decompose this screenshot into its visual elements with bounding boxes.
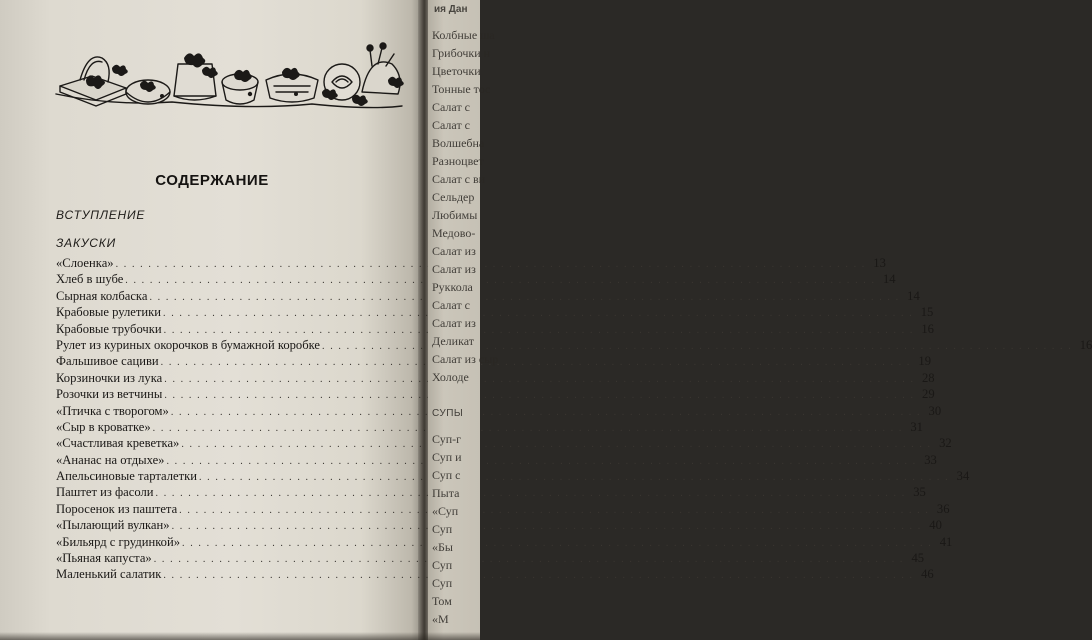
right-page-line: Тонные тос xyxy=(432,82,491,96)
entry-page: 40 xyxy=(929,518,942,533)
entry-page: 19 xyxy=(918,354,931,369)
right-page-line: Суп-г xyxy=(432,432,462,446)
right-page-line: Грибочки н xyxy=(432,46,491,60)
right-page-line: Цветочки xyxy=(432,64,481,78)
right-page-line: Разнoцвет xyxy=(432,154,484,168)
right-page-line: Пыта xyxy=(432,486,460,500)
right-page-line: «Бы xyxy=(432,540,453,554)
toc-entry xyxy=(56,387,935,403)
leader-dots xyxy=(149,292,899,303)
right-page-line: Суп xyxy=(432,522,453,536)
right-page-line: Сельдер xyxy=(432,190,475,204)
entry-title: Крабовые трубочки xyxy=(56,321,162,336)
right-page-line: Волшебна xyxy=(432,136,485,150)
next-page-edge xyxy=(428,0,499,640)
right-page-line: Суп xyxy=(432,576,453,590)
right-page-line: Салат из xyxy=(432,316,476,330)
entry-page: 29 xyxy=(922,387,935,402)
right-page-line: Салат с xyxy=(432,100,471,114)
entry-page: 16 xyxy=(1079,337,1092,352)
entry-title: Розочки из ветчины xyxy=(56,387,163,402)
entry-title: Корзиночки из лука xyxy=(56,370,163,385)
running-header: ия Дан xyxy=(434,4,468,15)
right-page-line: Холоде xyxy=(432,370,469,384)
entry-title: Крабовые рулетики xyxy=(56,305,161,320)
right-page-line: «Суп xyxy=(432,504,459,518)
entry-page: 41 xyxy=(939,534,953,549)
entry-title: Сырная колбаска xyxy=(56,288,148,303)
right-page-line: Салат с ви xyxy=(432,172,486,186)
toc-entry xyxy=(56,419,923,436)
right-page-line: Руккола xyxy=(432,280,473,294)
entry-title: Паштет из фасоли xyxy=(56,485,154,500)
entry-title: «Птичка с творогом» xyxy=(56,403,169,418)
leader-dots xyxy=(116,259,866,270)
right-page-line: Колбные ша xyxy=(432,28,495,42)
leader-dots xyxy=(199,472,949,483)
entry-page: 14 xyxy=(907,288,920,303)
entry-page: 34 xyxy=(956,469,970,484)
entry-page: 35 xyxy=(913,485,926,500)
entry-title: «Бильярд с грудинкой» xyxy=(56,534,181,549)
entry-title: Поросенок из паштета xyxy=(56,501,178,516)
right-page-line: Салат из xyxy=(432,244,476,258)
right-page-line: Суп и xyxy=(432,450,462,464)
entry-page: 13 xyxy=(873,256,886,270)
entry-title: «Ананас на отдыхе» xyxy=(56,452,165,467)
entry-title: Хлеб в шубе xyxy=(56,272,124,287)
bottom-shadow xyxy=(0,632,480,640)
leader-dots xyxy=(163,570,913,581)
leader-dots xyxy=(163,308,913,319)
leader-dots xyxy=(153,423,903,434)
right-page-line: «М xyxy=(432,612,449,626)
right-page-line: Салат с xyxy=(432,118,471,132)
leader-dots xyxy=(181,439,931,450)
entry-page: 31 xyxy=(910,419,923,434)
leader-dots xyxy=(164,374,914,385)
entry-page: 36 xyxy=(936,501,950,516)
leader-dots xyxy=(179,505,929,516)
entry-title: «Пьяная капуста» xyxy=(56,551,152,566)
entry-page: 14 xyxy=(883,272,896,287)
entry-title: «Слоенка» xyxy=(56,256,114,270)
entry-title: Рулет из куриных окорочков в бумажной коробке xyxy=(56,337,321,352)
entry-page: 28 xyxy=(921,370,935,385)
leader-dots xyxy=(182,538,932,549)
entry-page: 16 xyxy=(921,321,934,336)
leader-dots xyxy=(164,390,914,401)
leader-dots xyxy=(125,275,875,286)
right-page-line: Любимы xyxy=(432,208,478,222)
leader-dots xyxy=(161,357,911,368)
entry-page: 33 xyxy=(924,452,937,467)
right-page-line: Суп xyxy=(432,558,453,572)
right-page-line: Суп с xyxy=(432,468,461,482)
entry-page: 32 xyxy=(939,436,952,451)
right-page-line: Медово- xyxy=(432,226,476,240)
right-page-line: Салат из сыр xyxy=(432,352,499,366)
right-page-line: Том xyxy=(432,594,452,608)
entry-title: «Счастливая креветка» xyxy=(56,436,180,451)
section-heading-intro: ВСТУПЛЕНИЕ xyxy=(56,208,146,222)
food-illustration xyxy=(52,36,406,134)
entry-page: 45 xyxy=(911,551,925,566)
entry-page: 15 xyxy=(920,305,934,320)
entry-page: 46 xyxy=(921,567,934,582)
section-heading-snacks: ЗАКУСКИ xyxy=(56,236,117,250)
leader-dots xyxy=(164,325,914,336)
entry-title: Апельсиновые тарталетки xyxy=(56,469,197,484)
leader-dots xyxy=(166,456,916,467)
leader-dots xyxy=(171,407,921,418)
right-page-line: Салат из xyxy=(432,262,476,276)
right-page-line: Деликат xyxy=(432,334,474,348)
leader-dots xyxy=(156,488,906,499)
entry-title: «Пылающий вулкан» xyxy=(56,518,170,533)
leader-dots xyxy=(154,554,904,565)
page-title: СОДЕРЖАНИЕ xyxy=(155,172,269,189)
entry-title: Маленький салатик xyxy=(56,567,162,582)
entry-title: «Сыр в кроватке» xyxy=(56,419,151,434)
leader-dots xyxy=(172,521,922,532)
right-page-section: СУПЫ xyxy=(432,408,464,419)
entry-page: 30 xyxy=(928,403,942,418)
right-page-line: Салат с xyxy=(432,298,471,312)
entry-title: Фальшивое сациви xyxy=(56,354,159,369)
